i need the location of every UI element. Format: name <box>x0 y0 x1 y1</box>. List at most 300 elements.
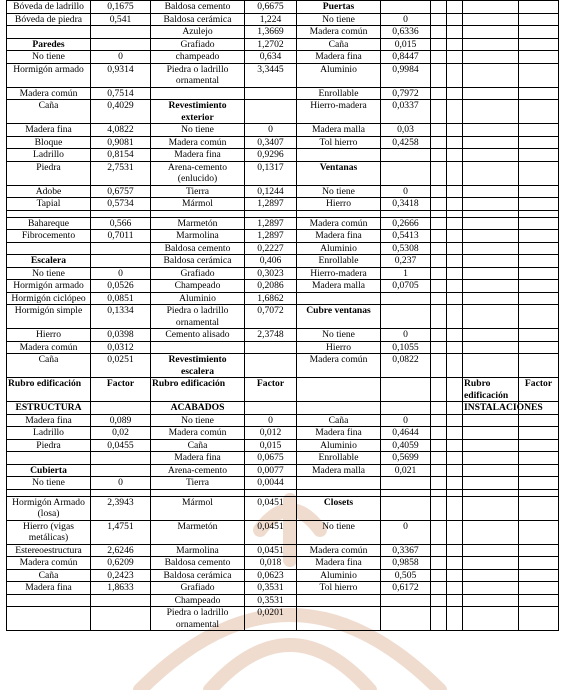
label-cell <box>431 38 447 51</box>
table-row <box>7 544 559 557</box>
factor-cell <box>447 378 463 402</box>
factor-cell: 0,1334 <box>91 305 151 329</box>
factor-cell <box>519 544 559 557</box>
factor-cell <box>519 354 559 378</box>
factor-cell <box>447 544 463 557</box>
label-cell: Piedra <box>7 439 91 452</box>
label-cell <box>463 594 519 607</box>
factor-cell <box>447 305 463 329</box>
factor-cell: 0,089 <box>91 414 151 427</box>
factor-cell <box>519 305 559 329</box>
label-cell: Grafiado <box>151 38 245 51</box>
label-cell: Baldosa cemento <box>151 1 245 14</box>
factor-cell <box>447 402 463 415</box>
label-cell: Bóveda de ladrillo <box>7 1 91 14</box>
label-cell: Rubro edificación <box>463 378 519 402</box>
label-cell <box>431 292 447 305</box>
factor-cell <box>519 557 559 570</box>
factor-cell <box>91 255 151 268</box>
factor-cell: 0,0451 <box>245 496 297 520</box>
factor-cell <box>519 255 559 268</box>
table-row <box>7 185 559 198</box>
label-cell <box>463 427 519 440</box>
label-cell: Champeado <box>151 594 245 607</box>
factor-cell: 0,4644 <box>381 427 431 440</box>
factor-cell: 0 <box>381 329 431 342</box>
label-cell: Rubro edificación <box>151 378 245 402</box>
factor-cell <box>447 38 463 51</box>
label-cell: INSTALACIONES <box>464 402 543 413</box>
factor-cell <box>381 402 431 415</box>
factor-cell: 0,4059 <box>381 439 431 452</box>
label-cell: Marmetón <box>151 217 245 230</box>
label-cell <box>431 267 447 280</box>
label-cell: Azulejo <box>151 26 245 39</box>
label-cell <box>297 402 381 415</box>
label-cell: Enrollable <box>297 87 381 100</box>
label-cell: Champeado <box>151 280 245 293</box>
factor-cell <box>91 26 151 39</box>
factor-cell: 1,2897 <box>245 198 297 211</box>
label-cell: Madera fina <box>297 427 381 440</box>
gap-cell <box>381 210 431 217</box>
factor-cell: 0,02 <box>91 427 151 440</box>
label-cell: Puertas <box>297 1 381 14</box>
label-cell: Bloque <box>7 136 91 149</box>
label-cell <box>431 341 447 354</box>
gap-cell <box>463 489 519 496</box>
factor-cell: 1,2702 <box>245 38 297 51</box>
label-cell: Ladrillo <box>7 427 91 440</box>
factor-cell: 0,9858 <box>381 557 431 570</box>
label-cell <box>431 452 447 465</box>
factor-cell: 0,0337 <box>381 100 431 124</box>
label-cell: Fibrocemento <box>7 230 91 243</box>
label-cell <box>7 26 91 39</box>
factor-cell <box>447 496 463 520</box>
factor-cell: 1,6862 <box>245 292 297 305</box>
factor-cell: 0,0077 <box>245 464 297 477</box>
label-cell: Cemento alisado <box>151 329 245 342</box>
label-cell: Rubro edificación <box>7 378 91 402</box>
factor-cell <box>447 217 463 230</box>
factor-cell <box>447 267 463 280</box>
label-cell: Grafiado <box>151 582 245 595</box>
factor-cell: 0,2086 <box>245 280 297 293</box>
label-cell <box>463 464 519 477</box>
label-cell <box>463 26 519 39</box>
table-row <box>7 136 559 149</box>
label-cell: Adobe <box>7 185 91 198</box>
factor-cell: 0,012 <box>245 427 297 440</box>
label-cell <box>463 161 519 185</box>
label-cell <box>431 477 447 490</box>
section-gap <box>7 210 559 217</box>
table-row <box>7 38 559 51</box>
factor-cell <box>447 607 463 631</box>
factor-cell: 3,3445 <box>245 63 297 87</box>
factor-cell <box>519 242 559 255</box>
factor-cell <box>447 255 463 268</box>
table-row <box>7 124 559 137</box>
label-cell <box>463 354 519 378</box>
label-cell <box>463 124 519 137</box>
label-cell <box>463 582 519 595</box>
factor-cell: 0,0251 <box>91 354 151 378</box>
label-cell: Madera malla <box>297 464 381 477</box>
label-cell: No tiene <box>151 124 245 137</box>
factor-cell <box>519 594 559 607</box>
factor-cell: 0,0201 <box>245 607 297 631</box>
factor-cell <box>447 51 463 64</box>
label-cell <box>431 255 447 268</box>
factor-cell: 4,0822 <box>91 124 151 137</box>
factor-cell: 0,5734 <box>91 198 151 211</box>
label-cell: Baldosa cerámica <box>151 255 245 268</box>
label-cell: No tiene <box>297 13 381 26</box>
factor-cell: 0,2227 <box>245 242 297 255</box>
label-cell: Bóveda de piedra <box>7 13 91 26</box>
factor-cell: 2,7531 <box>91 161 151 185</box>
label-cell <box>463 149 519 162</box>
table-row <box>7 402 559 415</box>
label-cell: Hierro <box>297 198 381 211</box>
label-cell <box>463 452 519 465</box>
factor-cell <box>447 464 463 477</box>
factor-cell <box>91 242 151 255</box>
label-cell <box>431 87 447 100</box>
factor-cell: 2,6246 <box>91 544 151 557</box>
factor-cell: 0,7972 <box>381 87 431 100</box>
gap-cell <box>381 489 431 496</box>
factor-cell <box>381 594 431 607</box>
factor-cell <box>245 402 297 415</box>
label-cell <box>463 477 519 490</box>
gap-cell <box>447 489 463 496</box>
factor-cell: 0,0675 <box>245 452 297 465</box>
label-cell: Paredes <box>7 38 91 51</box>
label-cell: Madera común <box>297 544 381 557</box>
factor-cell <box>381 607 431 631</box>
label-cell: Piedra o ladrillo ornamental <box>151 63 245 87</box>
factor-cell <box>447 26 463 39</box>
gap-cell <box>431 210 447 217</box>
factor-cell: 0,015 <box>245 439 297 452</box>
label-cell: Madera común <box>297 354 381 378</box>
label-cell: Caña <box>7 354 91 378</box>
factor-cell: 0 <box>381 185 431 198</box>
label-cell: Hierro-madera <box>297 100 381 124</box>
table-row <box>7 267 559 280</box>
label-cell <box>297 292 381 305</box>
factor-cell: 0,406 <box>245 255 297 268</box>
gap-cell <box>519 489 559 496</box>
factor-cell <box>447 582 463 595</box>
factor-cell: 0,7072 <box>245 305 297 329</box>
label-cell <box>431 198 447 211</box>
factor-cell: 0,237 <box>381 255 431 268</box>
label-cell <box>431 544 447 557</box>
factor-cell: Factor <box>245 378 297 402</box>
factor-cell <box>447 439 463 452</box>
label-cell: Madera fina <box>297 557 381 570</box>
gap-cell <box>7 489 91 496</box>
label-cell: Madera fina <box>151 149 245 162</box>
table-row <box>7 255 559 268</box>
label-cell <box>431 329 447 342</box>
factor-cell <box>519 477 559 490</box>
gap-cell <box>431 489 447 496</box>
factor-cell <box>519 230 559 243</box>
factor-cell <box>381 292 431 305</box>
factor-cell <box>519 329 559 342</box>
factor-cell: 1,8633 <box>91 582 151 595</box>
label-cell <box>463 280 519 293</box>
label-cell: Grafiado <box>151 267 245 280</box>
label-cell: No tiene <box>297 520 381 544</box>
label-cell <box>431 607 447 631</box>
factor-cell: 0,5413 <box>381 230 431 243</box>
factor-cell <box>381 378 431 402</box>
table-row <box>7 217 559 230</box>
gap-cell <box>463 210 519 217</box>
factor-cell: 0,541 <box>91 13 151 26</box>
gap-cell <box>7 210 91 217</box>
factor-cell: 0,6209 <box>91 557 151 570</box>
factor-cell <box>447 569 463 582</box>
label-cell <box>297 149 381 162</box>
label-cell: Tierra <box>151 477 245 490</box>
label-cell <box>463 198 519 211</box>
gap-cell <box>447 210 463 217</box>
label-cell: Tapial <box>7 198 91 211</box>
label-cell <box>431 427 447 440</box>
label-cell: Cubierta <box>7 464 91 477</box>
label-cell: Tierra <box>151 185 245 198</box>
table-row <box>7 496 559 520</box>
table-row <box>7 557 559 570</box>
factor-cell <box>447 341 463 354</box>
label-cell: Marmolina <box>151 230 245 243</box>
label-cell <box>431 378 447 402</box>
factor-cell: 0,0851 <box>91 292 151 305</box>
label-cell: Hormigón simple <box>7 305 91 329</box>
label-cell: Estereoestructura <box>7 544 91 557</box>
label-cell <box>431 464 447 477</box>
factor-cell <box>519 1 559 14</box>
label-cell <box>431 402 447 415</box>
factor-cell: 0,3023 <box>245 267 297 280</box>
factor-cell: 0,1317 <box>245 161 297 185</box>
label-cell <box>463 242 519 255</box>
factor-cell: 0,6757 <box>91 185 151 198</box>
factor-cell: 1 <box>381 267 431 280</box>
factor-cell: 0,021 <box>381 464 431 477</box>
table-row <box>7 427 559 440</box>
table-row <box>7 582 559 595</box>
label-cell <box>463 100 519 124</box>
factor-cell: 1,2897 <box>245 217 297 230</box>
factor-cell <box>519 185 559 198</box>
factor-cell: 0,5308 <box>381 242 431 255</box>
factor-cell: 0,0822 <box>381 354 431 378</box>
factor-cell <box>381 477 431 490</box>
factor-cell <box>519 149 559 162</box>
factor-cell <box>447 63 463 87</box>
label-cell: Marmolina <box>151 544 245 557</box>
factor-cell <box>447 280 463 293</box>
gap-cell <box>297 489 381 496</box>
factor-cell <box>519 38 559 51</box>
factor-cell: 0,03 <box>381 124 431 137</box>
label-cell: champeado <box>151 51 245 64</box>
label-cell <box>431 1 447 14</box>
factor-cell: 0 <box>245 124 297 137</box>
factor-cell <box>447 161 463 185</box>
factor-cell: 0,015 <box>381 38 431 51</box>
label-cell <box>7 594 91 607</box>
label-cell <box>463 569 519 582</box>
label-cell: Marmetón <box>151 520 245 544</box>
factor-cell <box>447 136 463 149</box>
label-cell: Madera común <box>297 26 381 39</box>
label-cell: Hormigón Armado (losa) <box>7 496 91 520</box>
table-row <box>7 26 559 39</box>
factor-cell: 0,3418 <box>381 198 431 211</box>
factor-cell <box>447 414 463 427</box>
table-row <box>7 51 559 64</box>
table-row <box>7 464 559 477</box>
factor-cell <box>91 594 151 607</box>
factor-cell <box>91 464 151 477</box>
label-cell: Ladrillo <box>7 149 91 162</box>
label-cell: Aluminio <box>151 292 245 305</box>
label-cell <box>297 594 381 607</box>
factor-cell <box>447 230 463 243</box>
factor-cell <box>519 464 559 477</box>
factor-cell: 1,4751 <box>91 520 151 544</box>
factor-cell: 0,9984 <box>381 63 431 87</box>
label-cell: Madera fina <box>297 230 381 243</box>
factor-cell: 0,7514 <box>91 87 151 100</box>
label-cell <box>463 136 519 149</box>
label-cell: Madera fina <box>7 582 91 595</box>
factor-cell: 0,9081 <box>91 136 151 149</box>
factor-cell: 0,6336 <box>381 26 431 39</box>
table-row <box>7 161 559 185</box>
factor-cell <box>447 292 463 305</box>
label-cell <box>297 477 381 490</box>
factor-cell <box>519 520 559 544</box>
label-cell: Mármol <box>151 496 245 520</box>
gap-cell <box>245 210 297 217</box>
label-cell <box>463 557 519 570</box>
label-cell: No tiene <box>7 267 91 280</box>
factor-cell <box>447 87 463 100</box>
factor-cell: 0 <box>91 477 151 490</box>
label-cell <box>7 607 91 631</box>
label-cell: Madera común <box>7 87 91 100</box>
label-cell: Caña <box>297 414 381 427</box>
label-cell: Tol hierro <box>297 582 381 595</box>
table-row <box>7 280 559 293</box>
label-cell <box>463 230 519 243</box>
table-row <box>7 607 559 631</box>
table-row <box>7 100 559 124</box>
label-cell: No tiene <box>297 185 381 198</box>
factor-cell <box>519 198 559 211</box>
label-cell <box>431 305 447 329</box>
table-body <box>7 1 559 631</box>
label-cell <box>431 100 447 124</box>
label-cell <box>431 582 447 595</box>
table-row <box>7 292 559 305</box>
gap-cell <box>91 210 151 217</box>
label-cell: No tiene <box>297 329 381 342</box>
factor-cell: 0,4029 <box>91 100 151 124</box>
label-cell <box>431 26 447 39</box>
label-cell <box>431 13 447 26</box>
label-cell: Baldosa cemento <box>151 242 245 255</box>
factor-cell: 0,0398 <box>91 329 151 342</box>
label-cell: Hierro <box>297 341 381 354</box>
label-cell: Madera malla <box>297 280 381 293</box>
label-cell <box>431 414 447 427</box>
factor-cell <box>91 607 151 631</box>
factor-cell: 1,224 <box>245 13 297 26</box>
factor-cell <box>519 427 559 440</box>
factor-cell: 0,0044 <box>245 477 297 490</box>
factor-cell <box>381 161 431 185</box>
factor-cell: 0 <box>381 13 431 26</box>
factor-cell: 0,566 <box>91 217 151 230</box>
table-row <box>7 149 559 162</box>
label-cell <box>463 496 519 520</box>
factor-cell: 0,3531 <box>245 594 297 607</box>
label-cell <box>431 230 447 243</box>
factor-cell: 0,0705 <box>381 280 431 293</box>
section-gap <box>7 489 559 496</box>
factor-cell <box>519 496 559 520</box>
factor-cell: 0,3531 <box>245 582 297 595</box>
table-row <box>7 242 559 255</box>
label-cell: Hormigón armado <box>7 63 91 87</box>
label-cell: Madera fina <box>7 414 91 427</box>
label-cell <box>431 242 447 255</box>
label-cell <box>431 520 447 544</box>
label-cell: Arena-cemento <box>151 464 245 477</box>
label-cell: Caña <box>7 569 91 582</box>
table-row <box>7 87 559 100</box>
label-cell <box>463 341 519 354</box>
label-cell: No tiene <box>7 51 91 64</box>
label-cell: Aluminio <box>297 439 381 452</box>
factor-cell <box>447 242 463 255</box>
label-cell <box>431 557 447 570</box>
label-cell: Hierro (vigas metálicas) <box>7 520 91 544</box>
table-row <box>7 594 559 607</box>
factor-cell: 1,3669 <box>245 26 297 39</box>
label-cell: Bahareque <box>7 217 91 230</box>
factor-cell <box>447 185 463 198</box>
factor-cell: 0,0455 <box>91 439 151 452</box>
factor-cell: 0,8447 <box>381 51 431 64</box>
table-row <box>7 452 559 465</box>
table-row <box>7 520 559 544</box>
label-cell <box>463 329 519 342</box>
factor-cell: 0,0312 <box>91 341 151 354</box>
label-cell: Madera común <box>151 427 245 440</box>
